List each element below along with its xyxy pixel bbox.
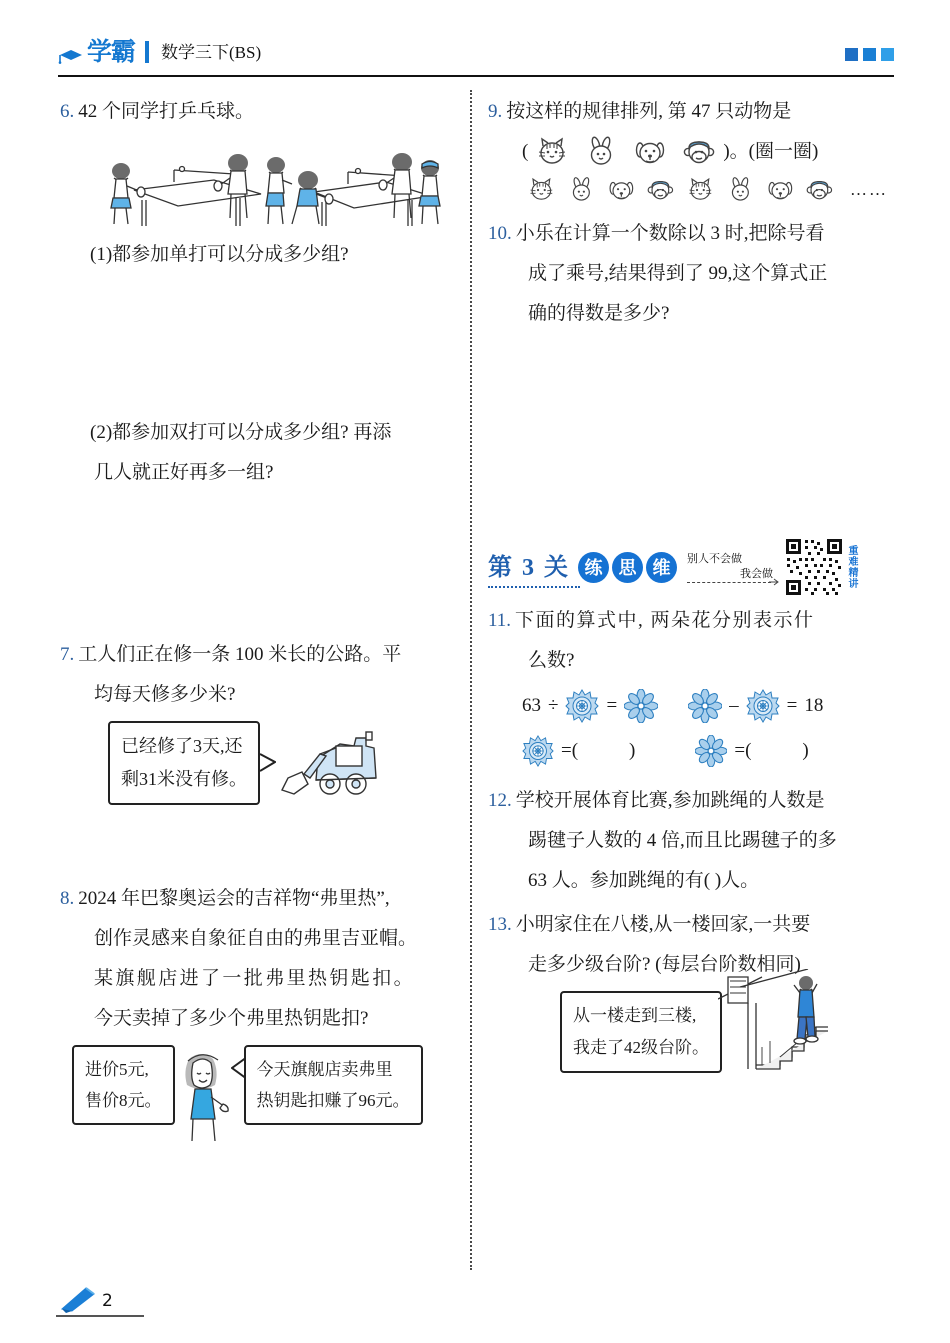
header-rule: [58, 75, 894, 77]
question-6-part2-line2: 几人就正好再多一组?: [94, 462, 274, 483]
question-7-number: 7.: [60, 644, 75, 665]
graduation-cap-icon: [58, 48, 81, 64]
banner-title-block: [488, 547, 570, 588]
qr-code[interactable]: [783, 536, 845, 598]
dog-icon: [634, 136, 666, 168]
question-8-profit-bubble: [244, 1045, 423, 1125]
question-13-speech-bubble: [560, 991, 722, 1073]
banner-pills: [578, 552, 677, 583]
question-8-profit-line1: 今天旗舰店卖弗里: [256, 1060, 393, 1079]
ping-pong-players-illustration: [86, 138, 446, 233]
question-6: [60, 92, 460, 631]
petal-flower-icon: [695, 735, 727, 767]
question-9-sequence: [528, 174, 888, 206]
question-9-number: 9.: [488, 101, 503, 122]
question-6-stem: 42 个同学打乒乓球。: [78, 101, 255, 122]
rabbit-icon: [727, 174, 754, 206]
chrysanthemum-flower-icon: [565, 689, 599, 723]
brand-subtitle: 数学三下(BS): [161, 43, 262, 62]
page-header: [58, 38, 894, 80]
question-12: [488, 781, 888, 901]
boy-on-stairs-illustration: [718, 969, 828, 1079]
question-13-line2: 走多少级台阶? (每层台阶数相同): [528, 954, 801, 975]
eq1-divide-sign: ÷: [548, 695, 559, 716]
brand-name: 学霸: [87, 37, 136, 66]
question-13-bubble-line1: 从一楼走到三楼,: [573, 1006, 697, 1025]
header-decor-squares: [845, 48, 894, 61]
shopkeeper-girl-illustration: [175, 1047, 231, 1143]
excavator-illustration: [274, 724, 384, 802]
question-7-answer-space: [60, 805, 460, 875]
banner-slogan-line2: 我会做: [740, 567, 773, 580]
footer-rule: [56, 1315, 144, 1317]
eq1-equals-sign: =: [606, 695, 618, 716]
question-10-line2: 成了乘号,结果得到了 99,这个算式正: [528, 263, 828, 284]
question-8-line3: 某旗舰店进了一批弗里热钥匙扣。: [94, 968, 416, 989]
question-6-part1: (1)都参加单打可以分成多少组?: [90, 244, 349, 265]
question-9-paren-close: )。(圈一圈): [723, 141, 819, 162]
question-8-number: 8.: [60, 888, 75, 909]
petal-flower-icon: [624, 689, 658, 723]
question-9: [488, 92, 888, 206]
answer1-equals-open: =(: [561, 740, 579, 761]
question-7: [60, 635, 460, 875]
banner-title: 第 3 关: [488, 554, 570, 581]
question-6-number: 6.: [60, 101, 75, 122]
decor-square-3: [881, 48, 894, 61]
question-11-line1: 下面的算式中, 两朵花分别表示什: [515, 610, 815, 631]
cat-icon: [528, 174, 555, 206]
petal-flower-icon: [688, 689, 722, 723]
question-7-bubble-line1: 已经修了3天,还: [121, 736, 243, 756]
question-10-answer-space: [488, 334, 888, 519]
banner-slogan-line1: 别人不会做: [687, 552, 742, 565]
question-6-answer-space-2: [60, 493, 460, 631]
eq2-result: 18: [804, 695, 824, 716]
arrow-right-icon: [769, 578, 779, 586]
question-13-number: 13.: [488, 914, 512, 935]
monkey-icon: [647, 174, 674, 206]
answer1-close-paren: ): [629, 740, 636, 761]
question-9-line1: 按这样的规律排列, 第 47 只动物是: [506, 101, 792, 122]
banner-underline: [488, 586, 580, 588]
answer2-close-paren: ): [802, 740, 809, 761]
qr-code-label: 重难精讲: [846, 545, 857, 589]
question-11-line2: 么数?: [528, 650, 575, 671]
question-9-choice-animals: [536, 136, 715, 168]
question-11-equation-row-1: [522, 689, 888, 723]
rabbit-icon: [585, 136, 617, 168]
question-8-line2: 创作灵感来自象征自由的弗里吉亚帽。: [94, 928, 418, 949]
question-8-line1: 2024 年巴黎奥运会的吉祥物“弗里热”,: [78, 888, 390, 909]
page-number: 2: [102, 1291, 113, 1311]
question-9-ellipsis: ……: [850, 180, 888, 199]
question-10: [488, 214, 888, 519]
question-8: [60, 879, 460, 1143]
eq2-equals-sign: =: [786, 695, 798, 716]
question-12-line3: 63 人。参加跳绳的有( )人。: [528, 870, 760, 891]
question-10-line1: 小乐在计算一个数除以 3 时,把除号看: [515, 223, 825, 244]
question-8-price-bubble: [72, 1045, 175, 1125]
question-7-bubble-line2: 剩31米没有修。: [121, 769, 247, 789]
banner-pill-1: 练: [578, 552, 609, 583]
question-12-number: 12.: [488, 790, 512, 811]
question-7-line2: 均每天修多少米?: [94, 684, 236, 705]
section-banner-level-3: [488, 541, 888, 593]
question-6-part2-line1: (2)都参加双打可以分成多少组? 再添: [90, 422, 392, 443]
answer2-equals-open: =(: [734, 740, 752, 761]
banner-slogan: [687, 551, 779, 583]
monkey-icon: [683, 136, 715, 168]
question-8-price-line2: 售价8元。: [85, 1091, 162, 1110]
question-11-number: 11.: [488, 610, 512, 631]
question-9-paren-open: (: [522, 141, 529, 162]
question-8-price-line1: 进价5元,: [85, 1060, 149, 1079]
cat-icon: [536, 136, 568, 168]
question-12-line1: 学校开展体育比赛,参加跳绳的人数是: [515, 790, 825, 811]
banner-slogan-dash: [687, 582, 771, 583]
brand-block: [58, 38, 894, 64]
chrysanthemum-flower-icon: [746, 689, 780, 723]
pencil-icon: [56, 1287, 96, 1313]
question-6-answer-space-1: [60, 275, 460, 413]
question-13: [488, 905, 888, 1079]
question-9-choices-line: [488, 132, 888, 172]
question-7-speech-bubble: [108, 721, 260, 805]
right-column: [488, 92, 888, 1083]
question-8-line4: 今天卖掉了多少个弗里热钥匙扣?: [94, 1008, 369, 1029]
question-7-line1: 工人们正在修一条 100 米长的公路。平: [78, 644, 402, 665]
chrysanthemum-flower-icon: [522, 735, 554, 767]
question-12-line2: 踢毽子人数的 4 倍,而且比踢毽子的多: [528, 830, 837, 851]
banner-pill-2: 思: [612, 552, 643, 583]
cat-icon: [687, 174, 714, 206]
question-13-line1: 小明家住在八楼,从一楼回家,一共要: [515, 914, 811, 935]
dog-icon: [767, 174, 794, 206]
eq2-minus-sign: –: [729, 695, 739, 716]
question-10-line3: 确的得数是多少?: [528, 303, 670, 324]
left-column: [60, 92, 460, 1147]
question-11-answer-row: [522, 735, 888, 767]
page-footer: [56, 1291, 113, 1315]
question-8-profit-line2: 热钥匙扣赚了96元。: [256, 1091, 410, 1110]
column-divider: [470, 90, 472, 1270]
monkey-icon: [806, 174, 833, 206]
decor-square-1: [845, 48, 858, 61]
question-11: [488, 601, 888, 767]
decor-square-2: [863, 48, 876, 61]
rabbit-icon: [568, 174, 595, 206]
question-10-number: 10.: [488, 223, 512, 244]
brand-divider: [145, 41, 149, 63]
banner-pill-3: 维: [646, 552, 677, 583]
question-13-bubble-line2: 我走了42级台阶。: [573, 1038, 709, 1057]
eq1-number: 63: [522, 695, 541, 716]
dog-icon: [608, 174, 635, 206]
